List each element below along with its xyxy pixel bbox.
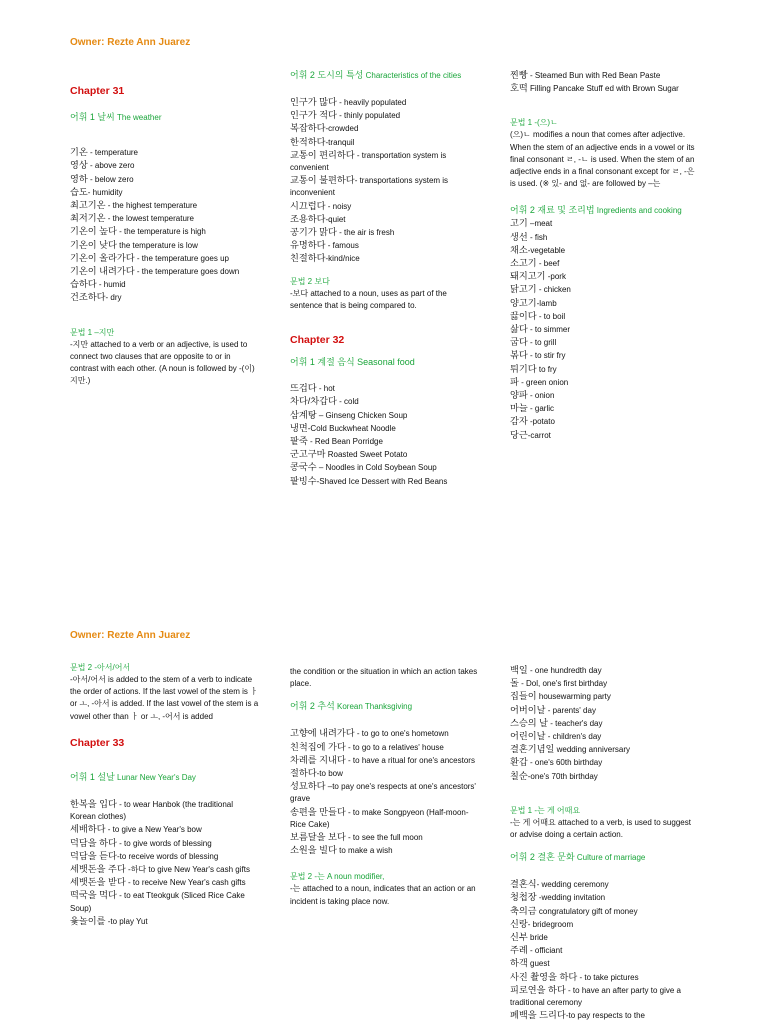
vocab-item: 마늘 - garlic [510, 403, 554, 414]
grammar-explanation: -지만 attached to a verb or an adjective, is used to connect two clauses that are opposite to or in contrast with each other. (A noun is followed by -(이)지만.) [70, 339, 255, 386]
column-1 [70, 85, 260, 387]
vocab-item: 차례를 지내다 - to have a ritual for one's ancestors [290, 754, 475, 765]
vocab-item: 백일 - one hundredth day [510, 665, 602, 675]
vocab-item: 세뱃돈을 주다 -하다 to give New Year's cash gifts [70, 864, 250, 875]
vocab-item: 영하 - below zero [70, 173, 134, 184]
vocab-item: 떡국을 먹다 - to eat Tteokguk (Sliced Rice Cake Soup) [70, 890, 245, 913]
vocab-item: 신부 bride [510, 932, 548, 943]
vocab-list [510, 217, 700, 441]
vocab-item: 팥죽 - Red Bean Porridge [290, 436, 383, 447]
vocab-item: 덕담을 듣다-to receive words of blessing [70, 850, 219, 861]
vocab-item: 세뱃돈을 받다 - to receive New Year's cash gifts [70, 877, 246, 888]
vocab-item: 친절하다-kind/nice [290, 253, 360, 264]
grammar-explanation: -는 attached to a noun, indicates that an action or an incident is taking place now. [290, 884, 476, 906]
vocab-list [290, 96, 480, 266]
vocab-item: 찐빵 - Steamed Bun with Red Bean Paste [510, 70, 661, 80]
vocab-item: 습하다 - humid [70, 279, 126, 290]
vocab-item: 채소-vegetable [510, 244, 566, 255]
vocab-item: 피로연을 하다 - to have an after party to give a traditional ceremony [510, 984, 681, 1008]
vocab-item: 양고기-lamb [510, 297, 557, 308]
vocab-item: 한적하다-tranquil [290, 136, 355, 147]
vocab-item: 팥빙수-Shaved Ice Dessert with Red Beans [290, 475, 448, 486]
document-page-2 [0, 600, 768, 1024]
vocab-item: 주례 - officiant [510, 945, 563, 956]
vocab-item: 굽다 - to grill [510, 337, 557, 348]
grammar-heading: 문법 1 -는 게 어때요 [510, 805, 581, 815]
vocab-item: 습도- humidity [70, 186, 123, 197]
column-2 [290, 69, 480, 488]
vocab-item: 인구가 적다 - thinly populated [290, 110, 401, 121]
grammar-explanation: -는 게 어때요 attached to a verb, is used to suggest or advise doing a certain action. [510, 817, 691, 840]
vocab-item: 송편을 만들다 - to make Songpyeon (Half-moon-Rice Cake) [290, 806, 469, 829]
vocab-list [510, 878, 700, 1022]
vocab-item: 신랑- bridegroom [510, 918, 574, 929]
vocab-item: 군고구마 Roasted Sweet Potato [290, 449, 408, 460]
chapter-heading: Chapter 32 [290, 334, 345, 347]
vocab-item: 닭고기 - chicken [510, 284, 571, 295]
grammar-heading: 문법 1 –지만 [70, 327, 115, 337]
column-3 [510, 664, 700, 1022]
vocab-item: 집들이 housewarming party [510, 691, 611, 702]
vocab-item: 시끄럽다 - noisy [290, 200, 352, 211]
vocab-item: 사진 촬영을 하다 - to take pictures [510, 971, 639, 982]
section-heading: 어휘 2 결혼 문화 Culture of marriage [510, 852, 646, 863]
vocab-item: 윷놀이를 -to play Yut [70, 915, 148, 926]
column-1 [70, 662, 260, 928]
vocab-item: 기온이 높다 - the temperature is high [70, 226, 206, 237]
vocab-item: 세배하다 - to give a New Year's bow [70, 824, 202, 835]
vocab-item: 뜨겁다 - hot [290, 383, 335, 394]
vocab-item: 영상 - above zero [70, 160, 135, 171]
section-heading: 어휘 2 재료 및 조리법 Ingredients and cooking [510, 205, 682, 216]
owner-line: Owner: Rezte Ann Juarez [70, 630, 191, 641]
vocab-item: 냉면-Cold Buckwheat Noodle [290, 422, 396, 433]
vocab-item: 콩국수 – Noodles in Cold Soybean Soup [290, 462, 437, 473]
vocab-item: 호떡 Filling Pancake Stuff ed with Brown Sugar [510, 83, 679, 94]
vocab-item: 절하다-to bow [290, 768, 343, 779]
vocab-item: 유명하다 - famous [290, 240, 359, 251]
vocab-item: 어버이날 - parents' day [510, 704, 596, 715]
vocab-item: 기온이 낮다 the temperature is low [70, 239, 198, 250]
chapter-heading: Chapter 31 [70, 85, 125, 97]
vocab-item: 조용하다-quiet [290, 213, 346, 224]
owner-line: Owner: Rezte Ann Juarez [70, 37, 191, 48]
vocab-list [70, 798, 260, 928]
vocab-item: 튀기다 to fry [510, 363, 557, 374]
grammar-explanation: (으)ㄴ modifies a noun that comes after adjective. When the stem of an adjective ends in a vowel or its final consonant ㄹ, -ㄴ is used. When the stem of an adjective ends in a final consonant except for ㄹ, -은 is used. (※ 있- and 없- are followed by –는 [510, 130, 695, 189]
grammar-heading: 문법 2 -는 A noun modifier, [290, 872, 385, 882]
vocab-item: 복잡하다-crowded [290, 123, 359, 134]
grammar-heading: 문법 2 -아서/어서 [70, 663, 131, 672]
vocab-item: 기온이 올라가다 - the temperature goes up [70, 252, 229, 263]
grammar-explanation: -아서/어서 is added to the stem of a verb to indicate the order of actions. If the last vowel of the stem is ㅏ or ㅗ, -아서 is added. If the last vowel of the stem is a vowel other than ㅏ or ㅗ, -어서 is added [70, 675, 259, 721]
vocab-item: 공기가 맑다 - the air is fresh [290, 227, 395, 238]
vocab-item: 청첩장 -wedding invitation [510, 892, 606, 903]
vocab-item: 건조하다- dry [70, 292, 122, 303]
grammar-explanation-continued: the condition or the situation in which an action takes place. [290, 667, 478, 689]
vocab-item: 결혼기념일 wedding anniversary [510, 744, 630, 755]
grammar-heading: 문법 1 -(으)ㄴ [510, 118, 558, 128]
section-heading: 어휘 2 추석 Korean Thanksgiving [290, 701, 413, 712]
vocab-item: 고기 –meat [510, 218, 553, 229]
vocab-item: 결혼식- wedding ceremony [510, 879, 609, 890]
vocab-item: 교통이 불편하다- transportations system is inconvenient [290, 175, 449, 198]
vocab-item: 돌 - Dol, one's first birthday [510, 678, 608, 689]
vocab-item: 당근-carrot [510, 429, 551, 440]
vocab-item: 끓이다 - to boil [510, 310, 566, 321]
column-3 [510, 69, 700, 442]
vocab-item: 기온이 내려가다 - the temperature goes down [70, 266, 240, 277]
vocab-item: 기온 - temperature [70, 147, 139, 158]
vocab-list [290, 727, 480, 857]
vocab-item: 인구가 많다 - heavily populated [290, 97, 407, 107]
grammar-heading: 문법 2 보다 [290, 276, 330, 286]
vocab-item: 돼지고기 -pork [510, 271, 566, 282]
section-heading: 어휘 1 설날 Lunar New Year's Day [70, 772, 196, 783]
vocab-item: 성묘하다 –to pay one's respects at one's ancestors' grave [290, 781, 476, 804]
chapter-heading: Chapter 33 [70, 736, 125, 749]
section-heading: 어휘 1 계절 음식 Seasonal food [290, 357, 415, 368]
vocab-list [510, 664, 700, 783]
column-2 [290, 666, 480, 908]
vocab-item: 삼계탕 – Ginseng Chicken Soup [290, 409, 408, 420]
vocab-item: 최저기온 - the lowest temperature [70, 213, 194, 224]
vocab-item: 덕담을 하다 - to give words of blessing [70, 837, 212, 848]
vocab-item: 감자 -potato [510, 416, 555, 427]
vocab-item: 한복을 입다 - to wear Hanbok (the traditional Korean clothes) [70, 799, 233, 822]
vocab-item: 교통이 편리하다 - transportation system is convenient [290, 149, 447, 173]
vocab-item: 최고기온 - the highest temperature [70, 200, 198, 211]
section-heading: 어휘 2 도시의 특성 Characteristics of the cities [290, 70, 462, 80]
vocab-item: 볶다 - to stir fry [510, 350, 566, 361]
vocab-item: 축의금 congratulatory gift of money [510, 905, 638, 916]
vocab-list [70, 146, 260, 304]
vocab-item: 고향에 내려가다 - to go to one's hometown [290, 728, 449, 739]
section-heading: 어휘 1 날씨 The weather [70, 112, 162, 123]
vocab-item: 파 - green onion [510, 376, 569, 387]
vocab-item: 차다/차갑다 - cold [290, 396, 359, 407]
vocab-item: 소원을 빌다 to make a wish [290, 845, 393, 856]
vocab-list [290, 382, 480, 488]
vocab-item: 어린이날 - children's day [510, 731, 602, 742]
vocab-item: 환갑 - one's 60th birthday [510, 757, 603, 768]
vocab-item: 소고기 - beef [510, 258, 560, 269]
vocab-item: 폐백을 드리다-to pay respects to the [510, 1010, 645, 1021]
vocab-item: 삶다 - to simmer [510, 324, 570, 335]
grammar-explanation: -보다 attached to a noun, uses as part of the sentence that is being compared to. [290, 288, 447, 310]
vocab-item: 양파 - onion [510, 390, 555, 401]
vocab-item: 보름달을 보다 - to see the full moon [290, 832, 423, 843]
vocab-item: 생선 - fish [510, 231, 548, 242]
vocab-item: 스승의 날 - teacher's day [510, 717, 603, 728]
vocab-item: 칠순-one's 70th birthday [510, 770, 598, 781]
vocab-item: 하객 guest [510, 958, 550, 969]
vocab-list [510, 69, 700, 95]
vocab-item: 친척집에 가다 - to go to a relatives' house [290, 741, 444, 752]
